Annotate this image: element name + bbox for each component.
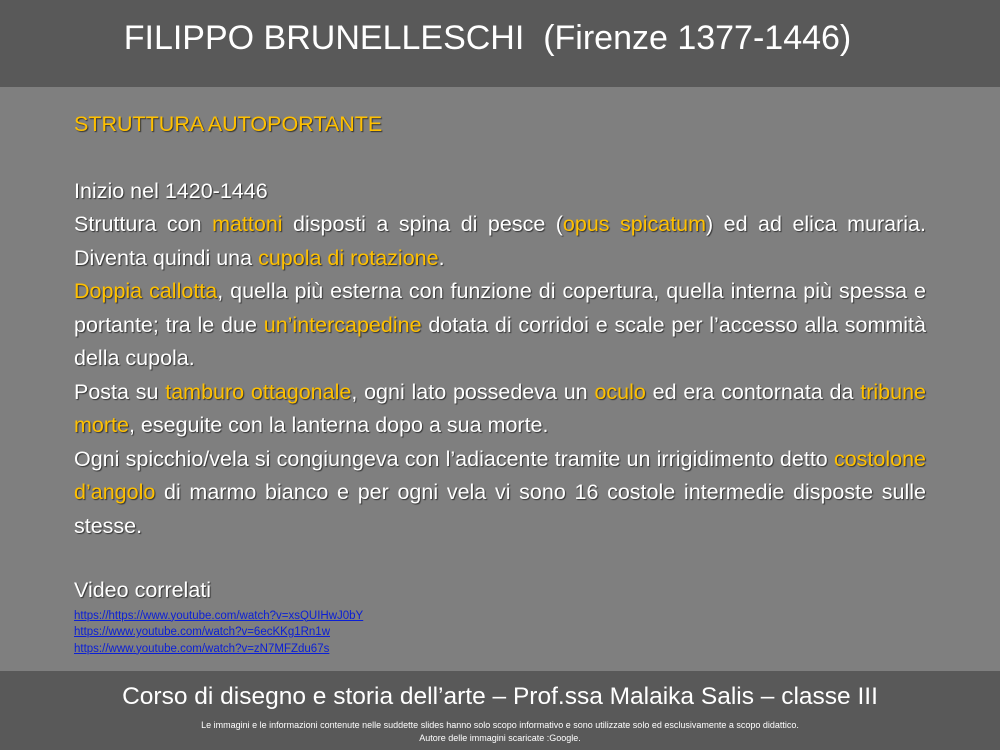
page-title: FILIPPO BRUNELLESCHI (Firenze 1377-1446) bbox=[123, 19, 852, 57]
videos-heading: Video correlati bbox=[74, 578, 212, 602]
paragraph-text: ) ed ad elica muraria. Diventa quindi una bbox=[74, 212, 926, 270]
slide-content bbox=[74, 108, 926, 657]
section-title: STRUTTURA AUTOPORTANTE bbox=[74, 112, 383, 136]
body-paragraph bbox=[74, 376, 926, 443]
video-links bbox=[74, 608, 926, 658]
paragraph-text: dotata di corridoi e scale per l’accesso alla sommità della cupola. bbox=[74, 312, 926, 370]
disclaimer-note: Le immagini e le informazioni contenute nelle suddette slides hanno solo scopo informativo e sono utilizzate solo ed esclusivamente a scopo didattico. bbox=[201, 720, 799, 730]
highlighted-term: opus spicatum bbox=[562, 212, 707, 236]
highlighted-term: mattoni bbox=[212, 212, 283, 236]
paragraph-text: Posta su bbox=[74, 379, 166, 404]
paragraph-text: ed era contornata da bbox=[645, 379, 861, 404]
paragraph-text: Struttura con bbox=[74, 212, 213, 236]
paragraph-text: Ogni spicchio/vela si congiungeva con l’adiacente tramite un irrigidimento detto bbox=[74, 446, 834, 471]
video-link-1[interactable]: https://https://www.youtube.com/watch?v=xsQUIHwJ0bY bbox=[74, 609, 364, 622]
body-paragraph bbox=[74, 208, 926, 275]
paragraph-text: , eseguite con la lanterna dopo a sua morte. bbox=[128, 413, 549, 437]
body-paragraph bbox=[74, 443, 926, 544]
paragraph-text: , ogni lato possedeva un bbox=[351, 379, 595, 404]
body-paragraphs bbox=[74, 208, 926, 543]
highlighted-term: tamburo ottagonale bbox=[165, 379, 352, 404]
highlighted-term: tribune morte bbox=[74, 379, 926, 437]
course-credit: Corso di disegno e storia dell’arte – Prof.ssa Malaika Salis – classe III bbox=[122, 683, 878, 710]
highlighted-term: Doppia callotta bbox=[74, 279, 218, 303]
paragraph-text: disposti a spina di pesce ( bbox=[282, 212, 563, 236]
paragraph-text: di marmo bianco e per ogni vela vi sono 16 costole intermedie disposte sulle stesse. bbox=[74, 480, 926, 538]
paragraph-text: , quella più esterna con funzione di copertura, quella interna più spessa e portante; tra le due bbox=[74, 279, 926, 337]
body-paragraph bbox=[74, 275, 926, 376]
highlighted-term: un’intercapedine bbox=[263, 312, 422, 337]
highlighted-term: cupola di rotazione bbox=[258, 245, 439, 270]
highlighted-term: costolone d’angolo bbox=[74, 446, 926, 504]
video-link-2[interactable]: https://www.youtube.com/watch?v=6ecKKg1Rn1w bbox=[74, 626, 331, 638]
header-bar bbox=[0, 0, 1000, 87]
intro-line: Inizio nel 1420-1446 bbox=[74, 178, 268, 203]
image-source-note: Autore delle immagini scaricate :Google. bbox=[419, 733, 581, 743]
paragraph-text: . bbox=[438, 245, 445, 270]
footer-bar bbox=[0, 671, 1000, 750]
video-link-3[interactable]: https://www.youtube.com/watch?v=zN7MFZdu67s bbox=[74, 642, 330, 655]
highlighted-term: oculo bbox=[594, 379, 646, 404]
